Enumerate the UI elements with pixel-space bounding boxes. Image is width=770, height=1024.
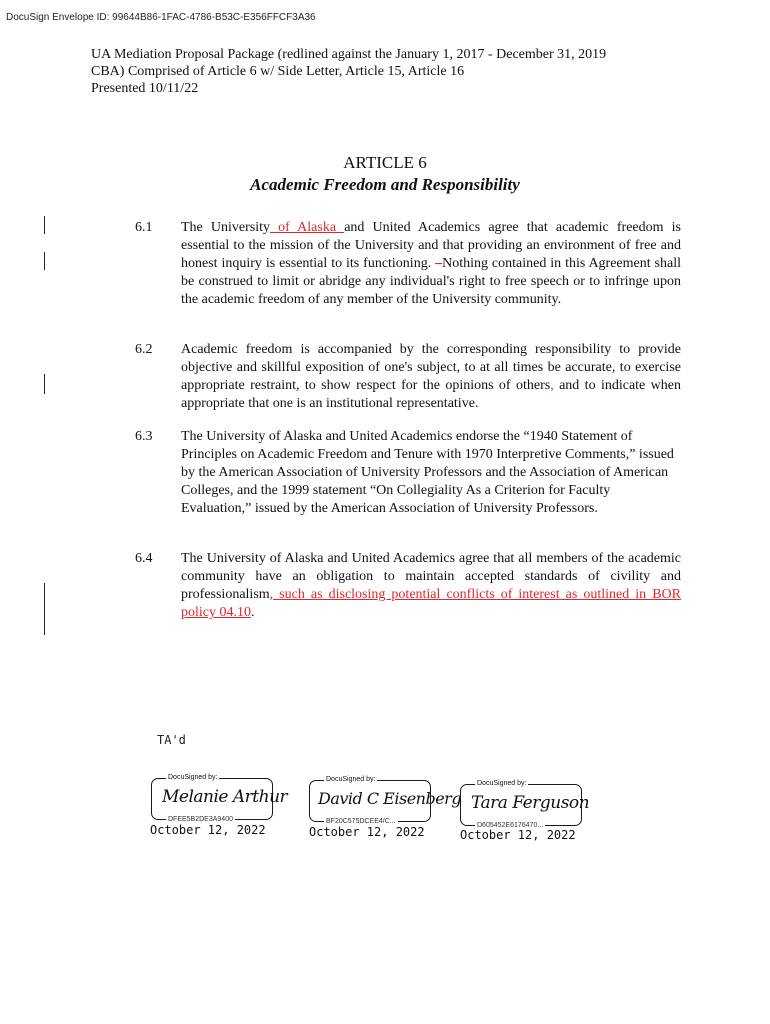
change-bar [44, 583, 45, 635]
signer-code: BF20C575DCEE4/C... [326, 818, 396, 825]
document-header [91, 46, 691, 97]
signature-box-3[interactable] [460, 780, 590, 829]
section-text [181, 219, 681, 309]
ta-note: TA'd [157, 733, 186, 747]
text-run: The University [181, 220, 271, 235]
text-run: The University of Alaska and United Academics agree that all members of the academic community have an obligation to maintain accepted standards of civility and professionalism [181, 551, 681, 602]
signature-date-2: October 12, 2022 [309, 825, 425, 839]
text-run: and to indicate when appropriate that one is an institutional representative. [181, 378, 681, 411]
text-run: and United Academics agree that academic freedom is essential to the mission of the University and that providing an environment of free and honest inquiry is essential to its functioning. [181, 220, 681, 271]
section-number: 6.1 [135, 220, 153, 235]
article-subtitle: Academic Freedom and Responsibility [250, 175, 520, 194]
header-line-2: CBA) Comprised of Article 6 w/ Side Letter, Article 15, Article 16 [91, 64, 465, 79]
change-bar [44, 374, 45, 394]
redline-deletion: – [435, 256, 443, 271]
text-run: Academic freedom is accompanied by the corresponding responsibility to provide objective and skillful exposition of one's subject, to at all times be accurate, to exercise appropriate restraint, to show respect for the opinions of others [181, 342, 681, 393]
section-text [181, 341, 681, 413]
docusigned-label: DocuSigned by: [326, 776, 376, 783]
text-run: Nothing contained in this Agreement shall be construed to limit or abridge any individual's right to free speech or to infringe upon the academic freedom of any member of the University community. [181, 256, 681, 307]
section-text [181, 550, 681, 622]
redline-insertion: , [550, 378, 554, 393]
signer-code: D605452E6176470... [477, 822, 544, 829]
article-title: ARTICLE 6 [343, 153, 427, 172]
redline-insertion: , such as disclosing potential conflicts of interest as outlined in BOR policy 04.10 [181, 587, 681, 620]
text-run: . [251, 605, 255, 620]
signature-date-3: October 12, 2022 [460, 828, 576, 842]
signer-code: DFEE5B2DE3A9400 [168, 816, 233, 823]
change-bar [44, 216, 45, 234]
section-number: 6.4 [135, 551, 153, 566]
signature-box-1[interactable] [151, 774, 288, 823]
section-number: 6.2 [135, 342, 153, 357]
signature-image: Melanie Arthur [162, 787, 288, 807]
signature-date-1: October 12, 2022 [150, 823, 266, 837]
section-number: 6.3 [135, 429, 153, 444]
signature-image: David C Eisenberg [318, 789, 462, 808]
docusigned-label: DocuSigned by: [477, 780, 527, 787]
docusigned-label: DocuSigned by: [168, 774, 218, 781]
header-line-1: UA Mediation Proposal Package (redlined against the January 1, 2017 - December 31, 2019 [91, 47, 607, 62]
section-text: The University of Alaska and United Academics endorse the “1940 Statement of Principles on Academic Freedom and Tenure with 1970 Interpretive Comments,” issued by the American Association of University Professors and the Association of American Colleges, and the 1999 statement “On Collegiality As a Criterion for Faculty Evaluation,” issued by the American Association of University Professors. [181, 429, 674, 516]
redline-insertion: of Alaska [270, 220, 345, 235]
change-bar [44, 252, 45, 270]
signature-image: Tara Ferguson [471, 793, 590, 813]
header-line-3: Presented 10/11/22 [91, 81, 199, 96]
signature-box-2[interactable] [309, 776, 462, 825]
docusign-envelope-id: DocuSign Envelope ID: 99644B86-1FAC-4786-B53C-E356FFCF3A36 [6, 12, 316, 23]
